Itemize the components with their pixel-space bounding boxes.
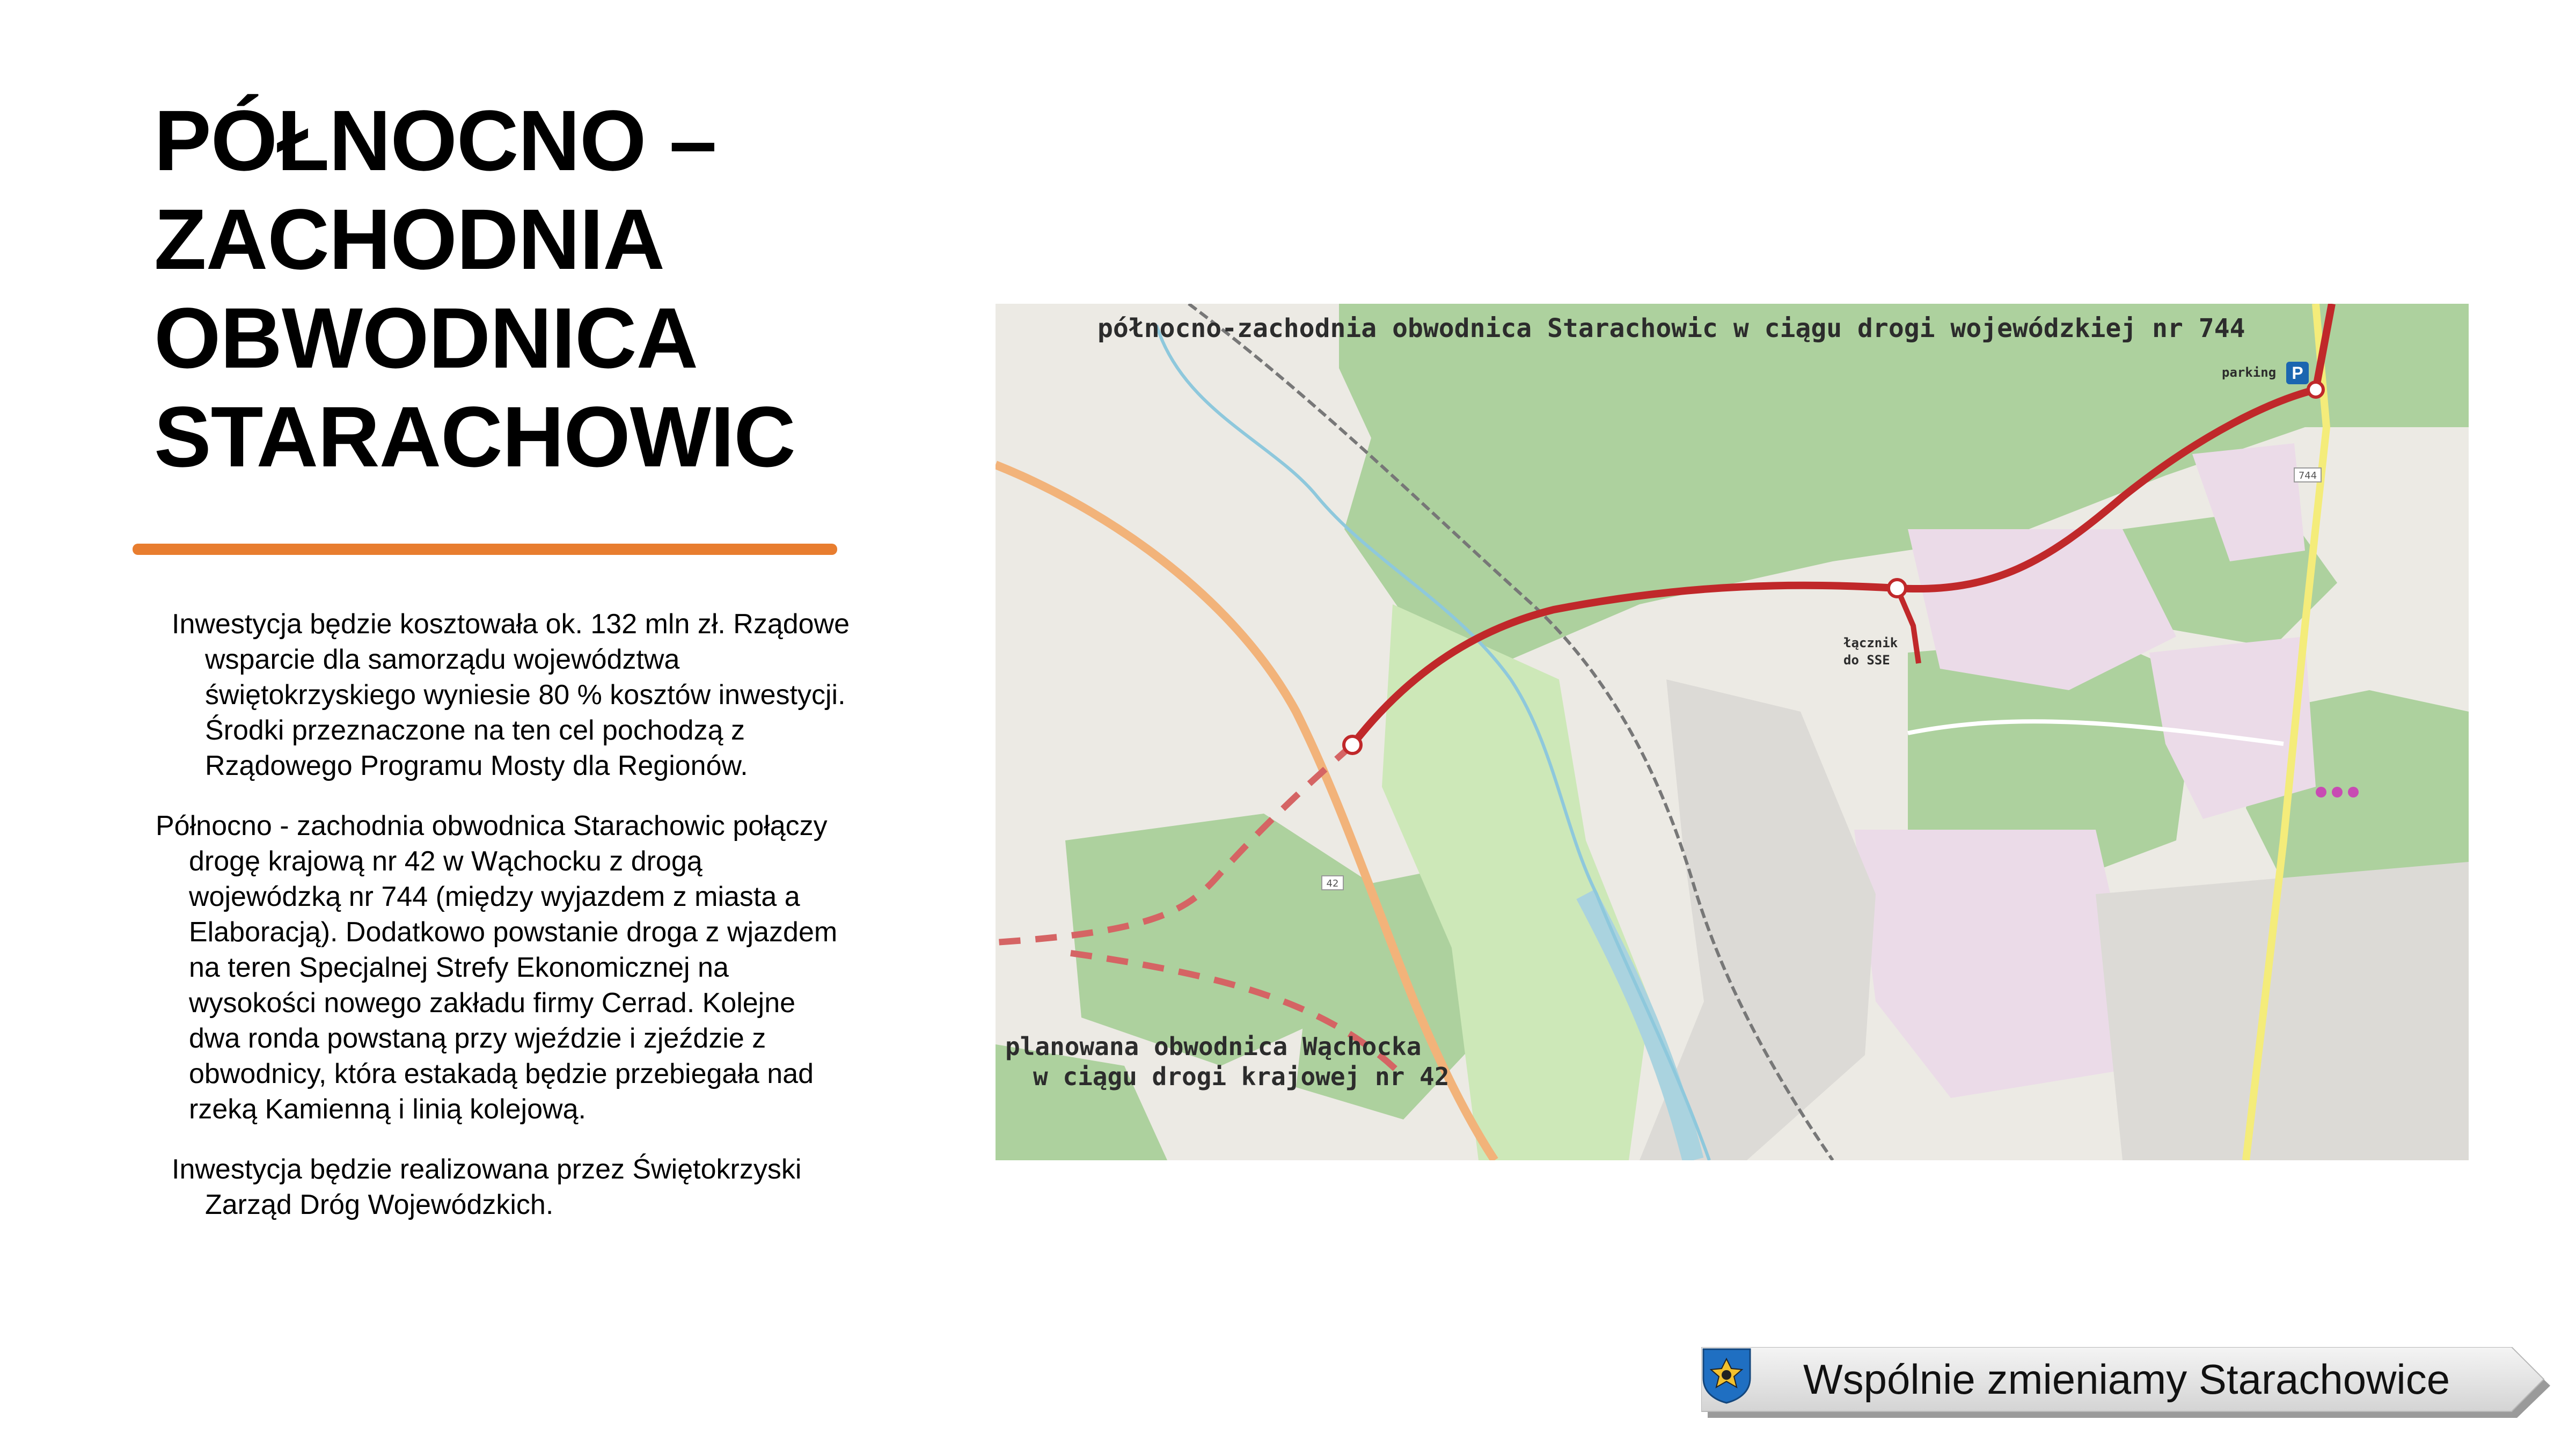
- roundabout-east: [2308, 382, 2323, 397]
- connector-label-line2: do SSE: [1843, 653, 1890, 668]
- title-line-4: STARACHOWIC: [154, 389, 795, 485]
- roundabout-center: [1889, 580, 1906, 597]
- city-crest-icon: [1701, 1347, 1752, 1404]
- connector-label-line1: łącznik: [1843, 635, 1898, 650]
- road-42-number: 42: [1326, 878, 1339, 889]
- title-accent-bar: [133, 544, 837, 555]
- banner-text: Wspólnie zmieniamy Starachowice: [1803, 1356, 2450, 1403]
- planned-label-line1: planowana obwodnica Wąchocka: [1005, 1032, 1422, 1061]
- map-title: północno-zachodnia obwodnica Starachowic w ciągu drogi wojewódzkiej nr 744: [1097, 313, 2245, 343]
- route-map: [996, 304, 2469, 1160]
- road-744-number: 744: [2298, 470, 2317, 481]
- poi-dot-2: [2332, 787, 2343, 797]
- title-line-3: OBWODNICA: [154, 290, 698, 386]
- roundabout-west: [1344, 736, 1361, 753]
- poi-dot-1: [2316, 787, 2326, 797]
- residential-east: [2096, 862, 2469, 1160]
- parking-label: parking: [2222, 365, 2277, 380]
- paragraph-route: Północno - zachodnia obwodnica Starachowic połączy drogę krajową nr 42 w Wąchocku z drogą wojewódzką nr 744 (między wyjazdem z miasta a Elaboracją). Dodatkowo powstanie droga z wjazdem na teren Specjalnej Strefy Ekonomicznej na wysokości nowego zakładu firmy Cerrad. Kolejne dwa ronda powstaną przy wjeździe i zjeździe z obwodnicy, która estakadą będzie przebiegała nad rzeką Kamienną i linią kolejową.: [156, 810, 838, 1125]
- footer-banner: [1701, 1347, 2555, 1418]
- route-map-svg: [996, 304, 2469, 1160]
- slide-title: [154, 91, 905, 486]
- paragraph-contractor: Inwestycja będzie realizowana przez Świętokrzyski Zarząd Dróg Wojewódzkich.: [172, 1154, 802, 1220]
- title-line-2: ZACHODNIA: [154, 191, 664, 287]
- paragraph-cost: Inwestycja będzie kosztowała ok. 132 mln zł. Rządowe wsparcie dla samorządu województwa świętokrzyskiego wyniesie 80 % kosztów inwestycji. Środki przeznaczone na ten cel pochodzą z Rządowego Programu Mosty dla Regionów.: [172, 609, 850, 781]
- parking-symbol: P: [2292, 363, 2303, 383]
- title-line-1: PÓŁNOCNO –: [154, 92, 716, 188]
- planned-label-line2: w ciągu drogi krajowej nr 42: [1033, 1062, 1450, 1091]
- body-text: [156, 606, 853, 1247]
- poi-dot-3: [2348, 787, 2359, 797]
